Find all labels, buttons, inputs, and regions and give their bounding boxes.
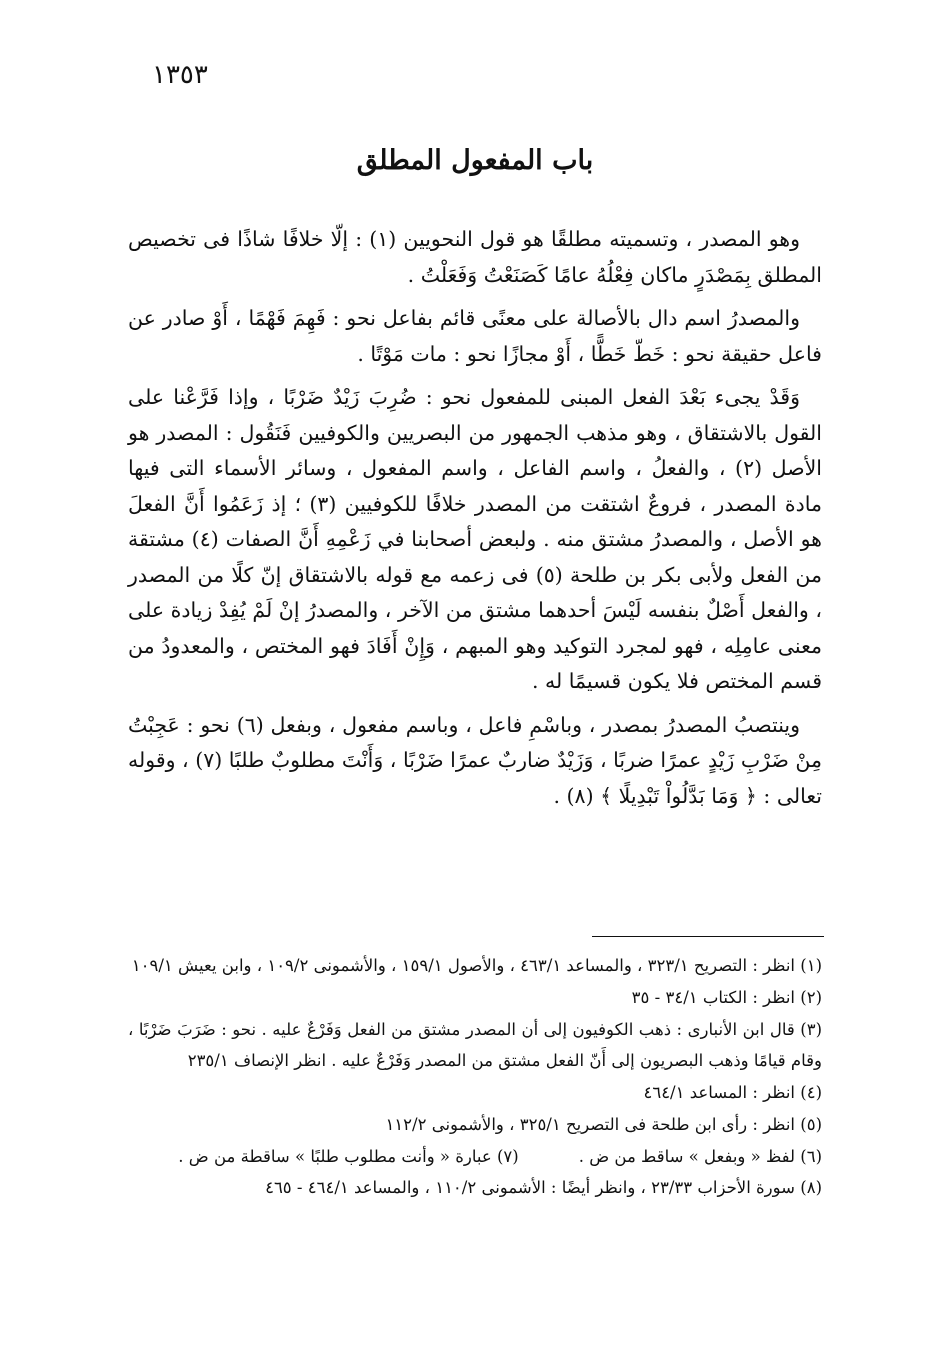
footnote-4: (٤) انظر : المساعد ٤٦٤/١: [643, 1083, 822, 1102]
footnote-7: (٧) عبارة « وأنت مطلوب طلبًا » ساقطة من ض .: [178, 1147, 519, 1166]
footnote-separator: [592, 936, 824, 937]
page-number: ١٣٥٣: [152, 60, 208, 90]
footnote-6: (٦) لفظ « وبفعل » ساقط من ض .: [578, 1147, 822, 1166]
chapter-title: باب المفعول المطلق: [356, 145, 594, 176]
footnote-5: (٥) انظر : رأى ابن طلحة فى التصريح ٣٢٥/١ ، والأشمونى ١١٢/٢: [385, 1115, 822, 1134]
footnote-1: (١) انظر : التصريح ٣٢٣/١ ، والمساعد ٤٦٣/١ ، والأصول ١٥٩/١ ، والأشمونى ١٠٩/٢ ، وابن يعيش ١٠٩/١: [131, 956, 822, 975]
footnote-3: (٣) قال ابن الأنبارى : ذهب الكوفيون إلى أن المصدر مشتق من الفعل وَفَرْعٌ عليه . نحو : ضَرَبَ ضَرْبًا ، وقام قيامًا وذهب البصريون إلى أَنّ الفعل مشتق من المصدر وَفَرْعٌ عليه . انظر الإنصاف ٢٣٥/١: [128, 1020, 822, 1070]
footnote-row: [128, 1141, 822, 1172]
footnote-2: (٢) انظر : الكتاب ٣٤/١ - ٣٥: [631, 988, 822, 1007]
paragraph: والمصدرُ اسم دال بالأصالة على معنًى قائم بفاعل نحو : فَهِمَ فَهْمًا ، أَوْ صادر عن فاعل حقيقة نحو : خَطّ خَطًّا ، أَوْ مجازًا نحو : مات مَوْتًا .: [128, 306, 822, 366]
paragraph: وهو المصدر ، وتسميته مطلقًا هو قول النحويين (١) : إلّا خلافًا شاذًا فى تخصيص المطلق بِمَصْدَرٍ ماكان فِعْلُهُ عامًا كَصَنَعْتُ وَفَعَلْتُ .: [128, 227, 822, 287]
paragraph: وينتصبُ المصدرُ بمصدر ، وباسْمِ فاعل ، وباسم مفعول ، وبفعل (٦) نحو : عَجِبْتُ مِنْ ضَرْبِ زَيْدٍ عمرًا ضربًا ، وَزَيْدٌ ضاربٌ عمرًا ضَرْبًا ، وَأَنْتَ مطلوبٌ طلبًا (٧) ، وقوله تعالى : ﴿ وَمَا بَدَّلُواْ تَبْدِيلًا ﴾ (٨) .: [128, 712, 822, 808]
paragraph: وَقَدْ يجىء بَعْدَ الفعل المبنى للمفعول نحو : ضُرِبَ زَيْدٌ ضَرْبًا ، وإذا فَرَّعْنا على القول بالاشتقاق ، وهو مذهب الجمهور من البصريين والكوفيين فَنَقُول : المصدر هو الأصل (٢) ، والفعلُ ، واسم الفاعل ، واسم المفعول ، وسائر الأسماء التى فيها مادة المصدر ، فروعٌ اشتقت من المصدر خلافًا للكوفيين (٣) ؛ إذ زَعَمُوا أَنَّ الفعلَ هو الأصل ، والمصدرُ مشتق منه . ولبعض أصحابنا في زَعْمِهِ أَنَّ الصفات (٤) مشتقة من الفعل ولأبى بكر بن طلحة (٥) فى زعمه مع قوله بالاشتقاق إنّ كلًا من المصدر ، والفعل أَصْلٌ بنفسه لَيْسَ أحدهما مشتق من الآخر ، والمصدرُ إنْ لَمْ يُفِدْ زيادة على معنى عامِلِه ، فهو لمجرد التوكيد وهو المبهم ، وَإِنْ أَفَادَ فهو المختص ، والمعدودُ من قسم المختص فلا يكون قسيمًا له .: [128, 385, 822, 693]
main-text: [128, 222, 822, 822]
footnote-8: (٨) سورة الأحزاب ٢٣/٣٣ ، وانظر أيضًا : الأشمونى ١١٠/٢ ، والمساعد ٤٦٤/١ - ٤٦٥: [265, 1178, 822, 1197]
footnotes: [128, 950, 822, 1204]
